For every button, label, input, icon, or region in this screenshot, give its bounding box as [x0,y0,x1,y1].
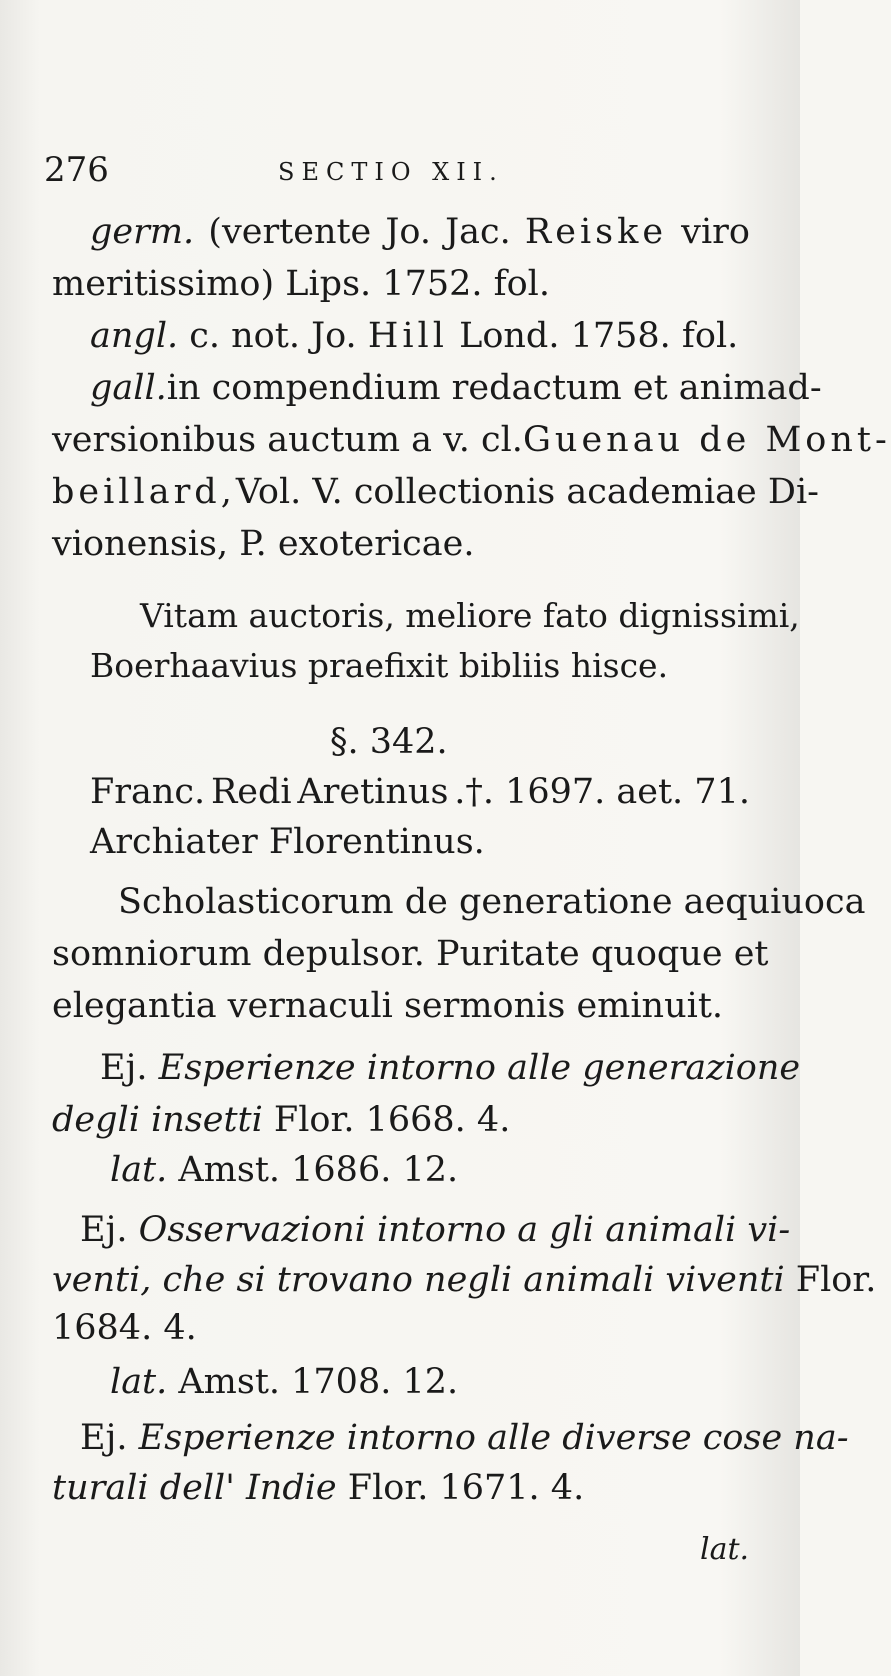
word: versionibus auctum a v. cl. [52,420,523,460]
work-title: Esperienze intorno alle diverse cose na- [138,1418,849,1458]
word: (vertente [208,212,372,252]
word: viro [681,212,750,252]
section-heading: §. 342. [330,722,448,762]
work-line: 1684. 4. [52,1308,197,1348]
running-head: SECTIO XII. [278,158,504,186]
translation-imprint: Amst. 1686. 12. [178,1150,459,1190]
text-line [52,418,891,462]
translation-line [110,1148,458,1192]
word: germ. [90,212,195,252]
word: angl. [90,316,179,356]
work-title: Esperienze intorno alle generazione [158,1048,801,1088]
word: beillard, [52,472,236,512]
author-first-name: Franc. [90,772,206,812]
work-line [80,1208,790,1252]
word: Vol. V. collectionis academiae Di- [235,472,819,512]
translation-label: lat. [110,1150,168,1190]
work-imprint: Flor. 1671. 4. [347,1468,585,1508]
death-date: .†. 1697. aet. 71. [454,772,750,812]
page-number: 276 [44,150,109,190]
word: Reiske [524,212,668,252]
text-line [52,470,819,514]
text-line [140,594,800,638]
work-line [52,1098,510,1142]
work-line [80,1416,849,1460]
text-line [90,366,822,410]
word: gall. [90,368,167,408]
word: Guenau de Mont- [522,420,891,460]
translation-imprint: Amst. 1708. 12. [178,1362,459,1402]
work-title: turali dell' Indie [52,1468,337,1508]
ej-label: Ej. [80,1210,128,1250]
author-title: Archiater Florentinus. [90,822,485,862]
work-title: venti, che si trovano negli animali viventi [52,1260,785,1300]
text-line: meritissimo) Lips. 1752. fol. [52,264,550,304]
text-line [90,314,738,358]
text-line: somniorum depulsor. Puritate quoque et [52,934,769,974]
word: c. not. Jo. [189,316,357,356]
word: Jac. [445,212,511,252]
work-line [52,1258,876,1302]
word: in compendium redactum et animad- [166,368,822,408]
word: Hill [367,316,448,356]
sentence: Vitam auctoris, meliore fato dignissimi, [140,596,800,635]
work-title: degli insetti [52,1100,263,1140]
text-line: vionensis, P. exotericae. [52,524,475,564]
author-surname: Redi [210,772,292,812]
work-imprint: Flor. [795,1260,877,1300]
word: Lond. 1758. fol. [459,316,739,356]
work-title: Osservazioni intorno a gli animali vi- [138,1210,791,1250]
author-origin: Aretinus [297,772,449,812]
work-line [52,1466,584,1510]
word: Jo. [385,212,432,252]
translation-line [110,1360,458,1404]
ej-label: Ej. [100,1048,148,1088]
text-line [90,210,750,254]
text-line: Scholasticorum de generatione aequiuoca [118,882,866,922]
work-imprint: Flor. 1668. 4. [273,1100,511,1140]
text-line: Boerhaavius praefixit bibliis hisce. [90,646,669,685]
work-line [100,1046,800,1090]
text-line: elegantia vernaculi sermonis eminuit. [52,986,724,1026]
entry-heading [90,770,750,814]
catchword: lat. [700,1532,750,1567]
ej-label: Ej. [80,1418,128,1458]
translation-label: lat. [110,1362,168,1402]
